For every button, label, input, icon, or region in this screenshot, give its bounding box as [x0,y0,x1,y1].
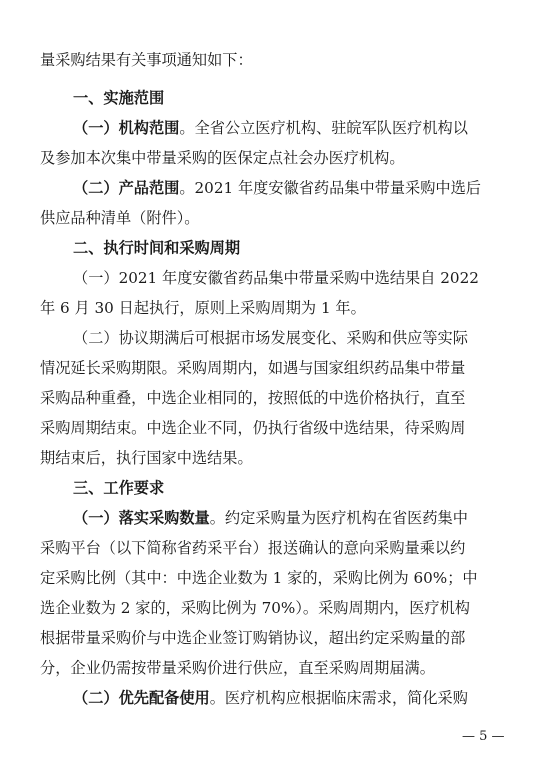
body-line: 量采购结果有关事项通知如下： [40,51,253,69]
item-text: 。约定采购量为医疗机构在省医药集中 [209,509,468,527]
item-title: 优先配备使用 [118,689,210,707]
item-text: 。医疗机构应根据临床需求，简化采购 [209,689,468,707]
body-line: 采购周期结束。中选企业不同，仍执行省级中选结果，待采购周 [40,419,466,437]
item-title: 产品范围 [118,179,180,197]
item-text: 。全省公立医疗机构、驻皖军队医疗机构以 [179,119,468,137]
body-line: 分，企业仍需按带量采购价进行供应，直至采购周期届满。 [40,659,435,677]
item-number: （一） [73,119,119,137]
body-line: 根据带量采购价与中选企业签订购销协议，超出约定采购量的部 [40,629,466,647]
body-line: 定采购比例（其中：中选企业数为 1 家的，采购比例为 60%；中 [40,569,478,587]
item-title: 机构范围 [118,119,180,137]
section-heading: 三、工作要求 [73,479,165,497]
body-line: （一）2021 年度安徽省药品集中带量采购中选结果自 2022 [73,269,479,287]
item-number: （二） [73,689,119,707]
body-line: 期结束后，执行国家中选结果。 [40,449,253,467]
item-number: （二） [73,179,119,197]
item-number: （一） [73,509,119,527]
body-line: 选企业数为 2 家的，采购比例为 70%）。采购周期内，医疗机构 [40,599,470,617]
body-line: 情况延长采购期限。采购周期内，如遇与国家组织药品集中带量 [40,359,466,377]
item-title: 落实采购数量 [118,509,210,527]
item-text: 。2021 年度安徽省药品集中带量采购中选后 [179,179,481,197]
body-line: 供应品种清单（附件）。 [40,209,200,227]
section-heading: 一、实施范围 [73,89,165,107]
body-line [73,178,481,198]
body-line: 及参加本次集中带量采购的医保定点社会办医疗机构。 [40,149,405,167]
body-line [73,508,468,528]
page-number: — 5 — [462,729,505,744]
body-line [73,118,468,138]
section-heading: 二、执行时间和采购周期 [73,239,241,257]
body-line: 采购品种重叠，中选企业相同的，按照低的中选价格执行，直至 [40,389,466,407]
body-line: 采购平台（以下简称省药采平台）报送确认的意向采购量乘以约 [40,539,466,557]
body-line: （二）协议期满后可根据市场发展变化、采购和供应等实际 [73,329,468,347]
body-line [73,688,468,708]
body-line: 年 6 月 30 日起执行，原则上采购周期为 1 年。 [40,299,366,317]
